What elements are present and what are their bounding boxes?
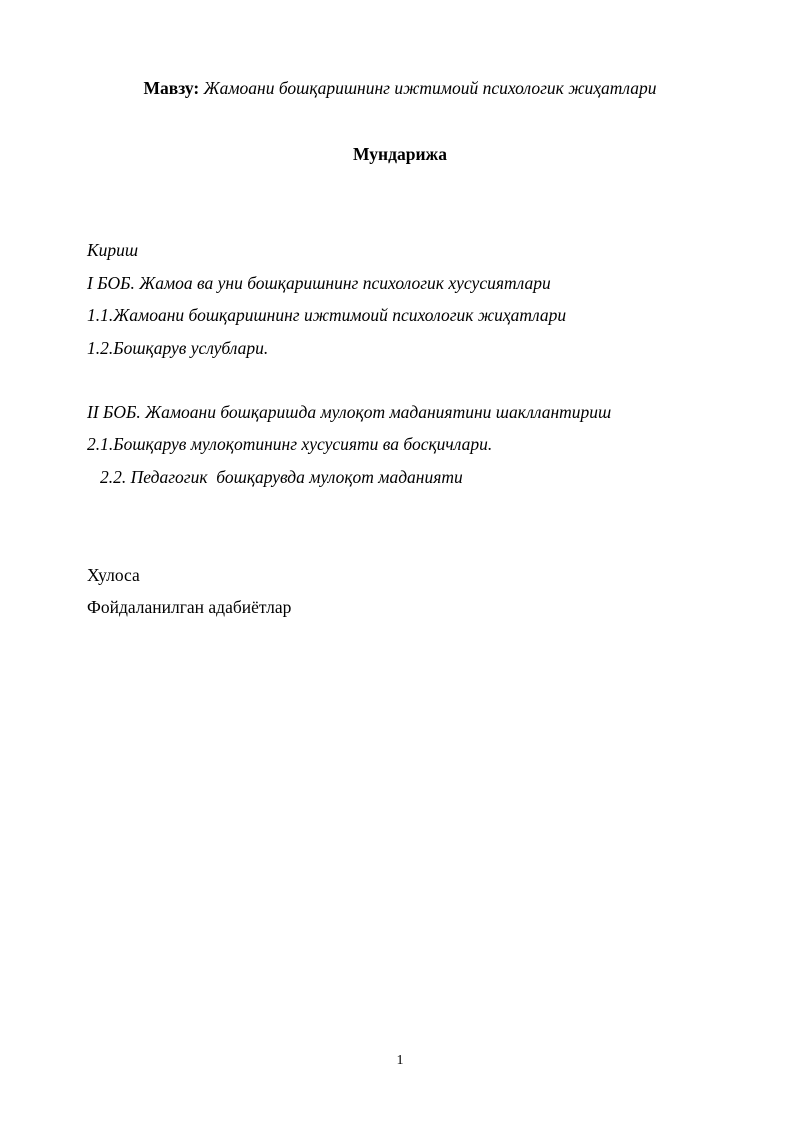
toc-item-chapter-1: I БОБ. Жамоа ва уни бошқаришнинг психологик хусусиятлари (87, 273, 551, 293)
toc-item-conclusion: Хулоса (87, 565, 140, 585)
contents-heading: Мундарижа (353, 144, 447, 164)
toc-item-references: Фойдаланилган адабиётлар (87, 597, 292, 617)
toc-item-section-1-2: 1.2.Бошқарув услублари. (87, 338, 269, 358)
toc-item-section-1-1: 1.1.Жамоани бошқаришнинг ижтимоий психологик жиҳатлари (87, 305, 567, 325)
toc-item-introduction: Кириш (87, 240, 139, 260)
document-title (0, 77, 800, 99)
title-value: Жамоани бошқаришнинг ижтимоий психологик жиҳатлари (203, 78, 657, 98)
title-label: Мавзу: (143, 78, 200, 98)
toc-item-section-2-2: 2.2. Педагогик бошқарувда мулоқот маданияти (100, 467, 463, 487)
toc-item-chapter-2: II БОБ. Жамоани бошқаришда мулоқот маданиятини шакллантириш (87, 402, 612, 422)
page-number: 1 (396, 1053, 404, 1068)
toc-item-section-2-1: 2.1.Бошқарув мулоқотининг хусусияти ва босқичлари. (87, 434, 493, 454)
